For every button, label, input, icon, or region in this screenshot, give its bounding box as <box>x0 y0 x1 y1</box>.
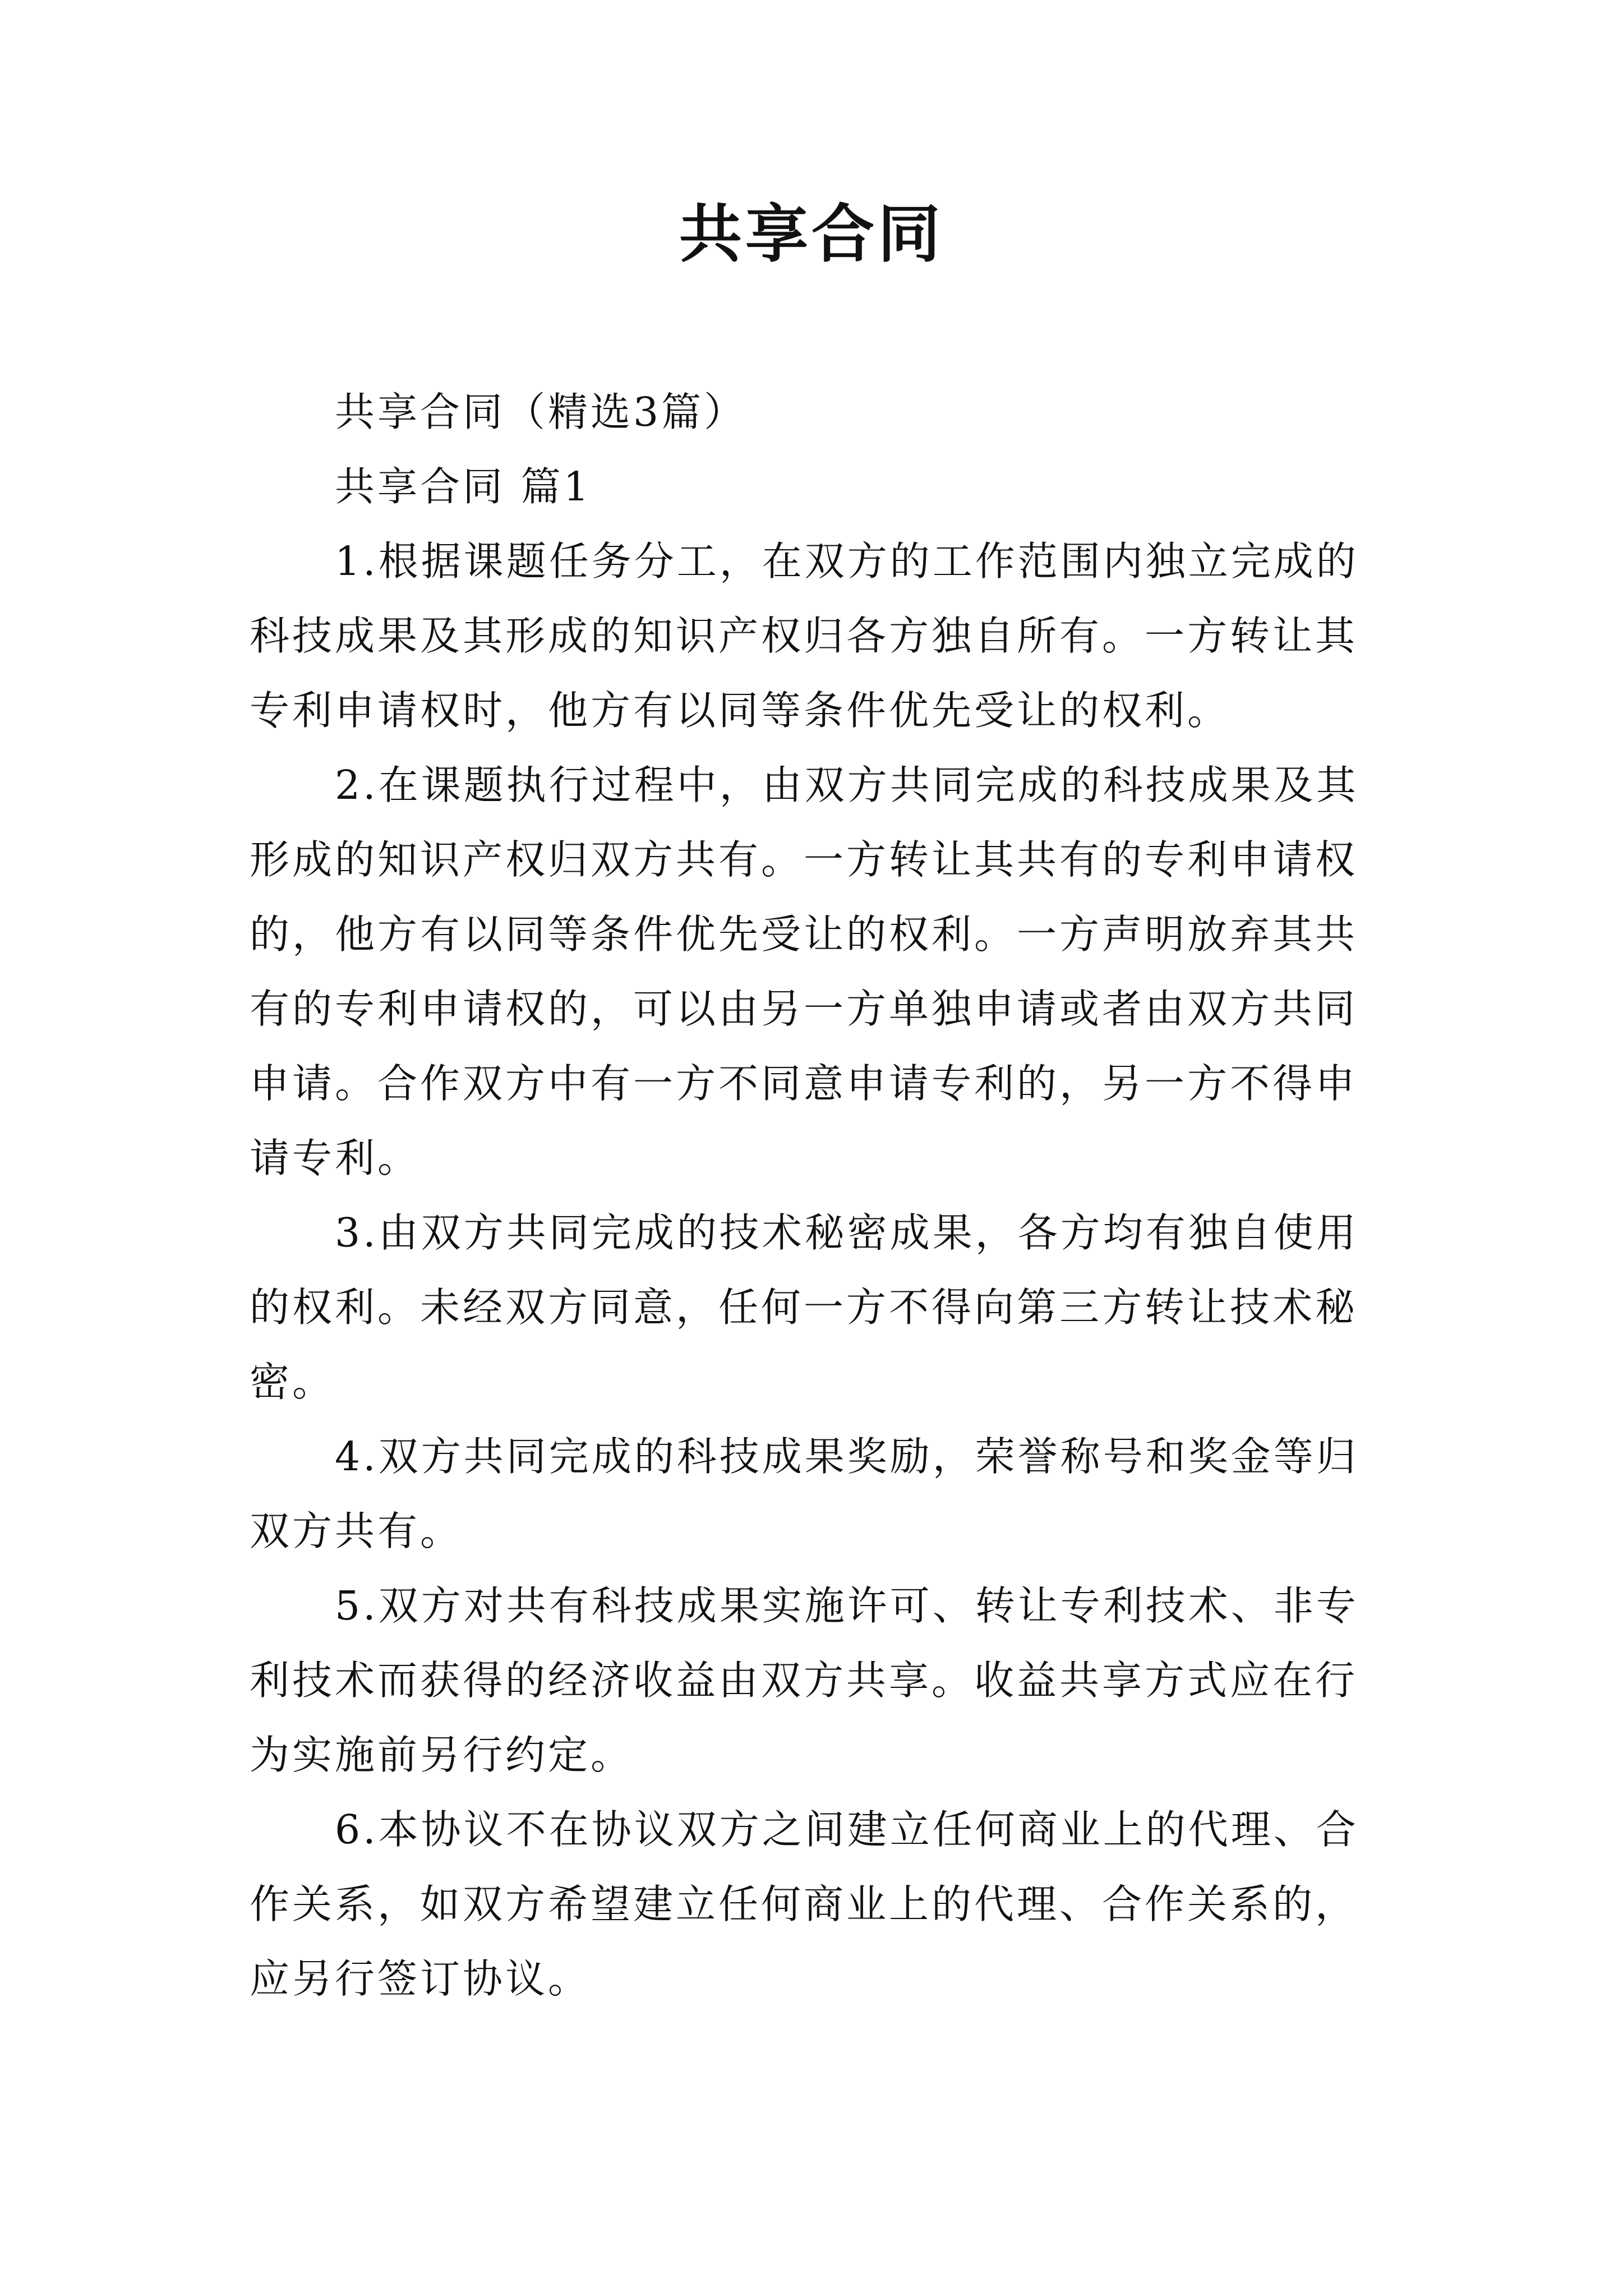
document-body <box>250 375 1394 2016</box>
clause-paragraph: 5.双方对共有科技成果实施许可、转让专利技术、非专利技术而获得的经济收益由双方共享。收益共享方式应在行为实施前另行约定。 <box>250 1582 1359 1778</box>
document-subtitle: 共享合同（精选3篇） <box>335 389 747 435</box>
clause-paragraph: 3.由双方共同完成的技术秘密成果，各方均有独自使用的权利。未经双方同意，任何一方不得向第三方转让技术秘密。 <box>250 1209 1359 1405</box>
clause-paragraph: 6.本协议不在协议双方之间建立任何商业上的代理、合作关系，如双方希望建立任何商业上的代理、合作关系的，应另行签订协议。 <box>250 1806 1359 2002</box>
section-heading: 共享合同 篇1 <box>335 463 592 510</box>
clause-paragraph: 4.双方共同完成的科技成果奖励，荣誉称号和奖金等归双方共有。 <box>250 1433 1359 1554</box>
clause-paragraph: 1.根据课题任务分工，在双方的工作范围内独立完成的科技成果及其形成的知识产权归各方独自所有。一方转让其专利申请权时，他方有以同等条件优先受让的权利。 <box>250 538 1359 734</box>
clause-paragraph: 2.在课题执行过程中，由双方共同完成的科技成果及其形成的知识产权归双方共有。一方转让其共有的专利申请权的，他方有以同等条件优先受让的权利。一方声明放弃其共有的专利申请权的，可以由另一方单独申请或者由双方共同申请。合作双方中有一方不同意申请专利的，另一方不得申请专利。 <box>250 762 1359 1181</box>
document-title: 共享合同 <box>679 197 944 271</box>
